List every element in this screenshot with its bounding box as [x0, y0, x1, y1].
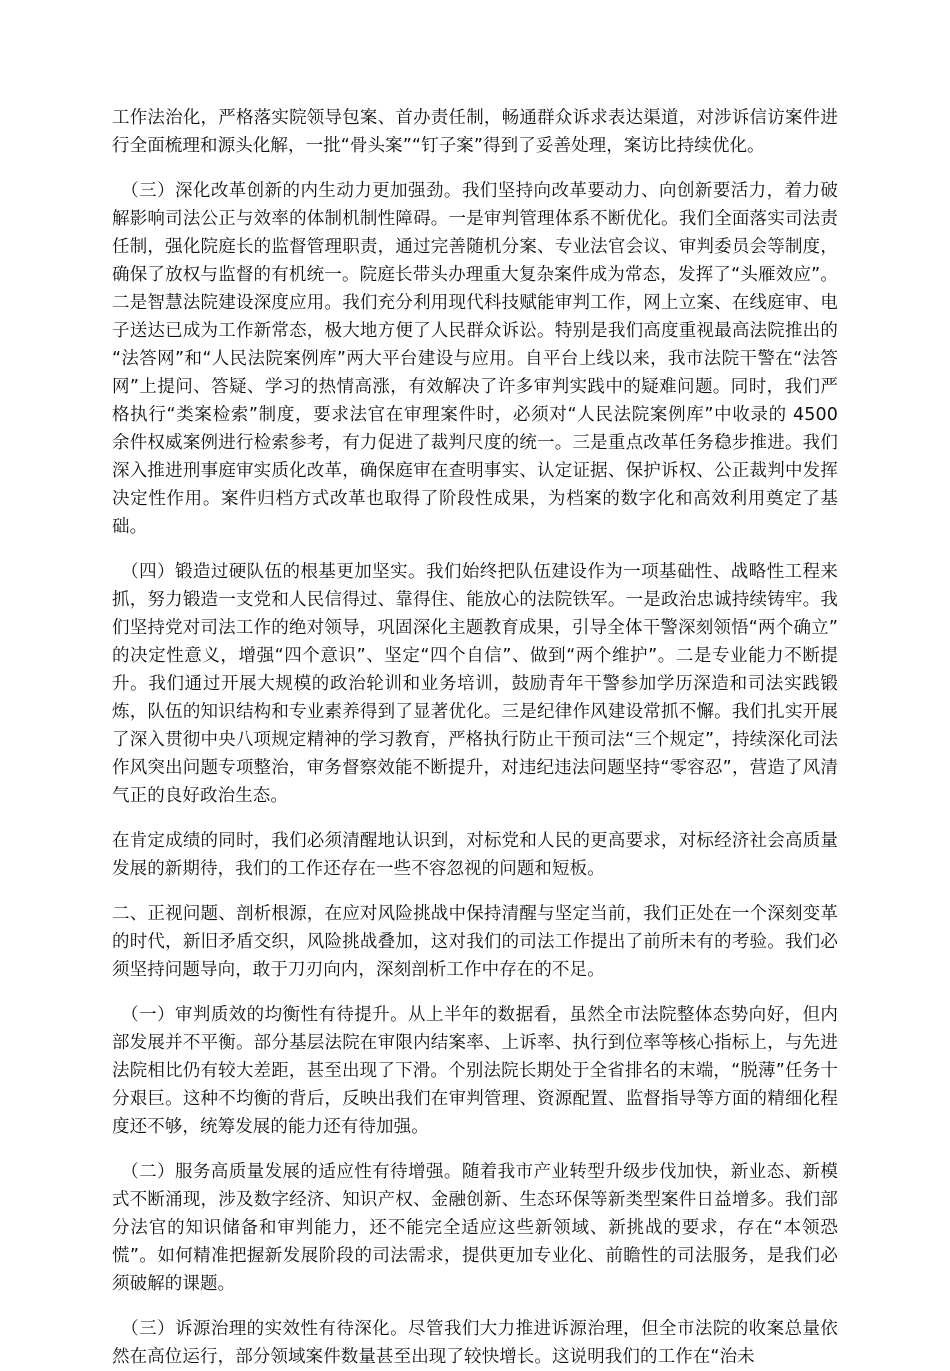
paragraph: （二）服务高质量发展的适应性有待增强。随着我市产业转型升级步伐加快，新业态、新模式不断涌现，涉及数字经济、知识产权、金融创新、生态环保等新类型案件日益增多。我们部分法官的知识储备和审判能力，还不能完全适应这些新领域、新挑战的要求，存在“本领恐慌”。如何精准把握新发展阶段的司法需求，提供更加专业化、前瞻性的司法服务，是我们必须破解的课题。	[112, 1162, 838, 1294]
document-body	[112, 104, 838, 1371]
paragraph: 在肯定成绩的同时，我们必须清醒地认识到，对标党和人民的更高要求，对标经济社会高质量发展的新期待，我们的工作还存在一些不容忽视的问题和短板。	[112, 831, 838, 879]
paragraph: （三）深化改革创新的内生动力更加强劲。我们坚持向改革要动力、向创新要活力，着力破解影响司法公正与效率的体制机制性障碍。一是审判管理体系不断优化。我们全面落实司法责任制，强化院庭长的监督管理职责，通过完善随机分案、专业法官会议、审判委员会等制度，确保了放权与监督的有机统一。院庭长带头办理重大复杂案件成为常态，发挥了“头雁效应”。二是智慧法院建设深度应用。我们充分利用现代科技赋能审判工作，网上立案、在线庭审、电子送达已成为工作新常态，极大地方便了人民群众诉讼。特别是我们高度重视最高法院推出的“法答网”和“人民法院案例库”两大平台建设与应用。自平台上线以来，我市法院干警在“法答网”上提问、答疑、学习的热情高涨，有效解决了许多审判实践中的疑难问题。同时，我们严格执行“类案检索”制度，要求法官在审理案件时，必须对“人民法院案例库”中收录的 4500 余件权威案例进行检索参考，有力促进了裁判尺度的统一。三是重点改革任务稳步推进。我们深入推进刑事庭审实质化改革，确保庭审在查明事实、认定证据、保护诉权、公正裁判中发挥决定性作用。案件归档方式改革也取得了阶段性成果，为档案的数字化和高效利用奠定了基础。	[112, 181, 838, 537]
paragraph: （三）诉源治理的实效性有待深化。尽管我们大力推进诉源治理，但全市法院的收案总量依然在高位运行，部分领域案件数量甚至出现了较快增长。这说明我们的工作在“治未	[112, 1319, 838, 1367]
paragraph: （一）审判质效的均衡性有待提升。从上半年的数据看，虽然全市法院整体态势向好，但内部发展并不平衡。部分基层法院在审限内结案率、上诉率、执行到位率等核心指标上，与先进法院相比仍有较大差距，甚至出现了下滑。个别法院长期处于全省排名的末端，“脱薄”任务十分艰巨。这种不均衡的背后，反映出我们在审判管理、资源配置、监督指导等方面的精细化程度还不够，统筹发展的能力还有待加强。	[112, 1005, 838, 1137]
paragraph: 二、正视问题、剖析根源，在应对风险挑战中保持清醒与坚定当前，我们正处在一个深刻变革的时代，新旧矛盾交织，风险挑战叠加，这对我们的司法工作提出了前所未有的考验。我们必须坚持问题导向，敢于刀刃向内，深刻剖析工作中存在的不足。	[112, 904, 838, 980]
paragraph: 工作法治化，严格落实院领导包案、首办责任制，畅通群众诉求表达渠道，对涉诉信访案件进行全面梳理和源头化解，一批“骨头案”“钉子案”得到了妥善处理，案访比持续优化。	[112, 108, 838, 156]
paragraph: （四）锻造过硬队伍的根基更加坚实。我们始终把队伍建设作为一项基础性、战略性工程来抓，努力锻造一支党和人民信得过、靠得住、能放心的法院铁军。一是政治忠诚持续铸牢。我们坚持党对司法工作的绝对领导，巩固深化主题教育成果，引导全体干警深刻领悟“两个确立”的决定性意义，增强“四个意识”、坚定“四个自信”、做到“两个维护”。二是专业能力不断提升。我们通过开展大规模的政治轮训和业务培训，鼓励青年干警参加学历深造和司法实践锻炼，队伍的知识结构和专业素养得到了显著优化。三是纪律作风建设常抓不懈。我们扎实开展了深入贯彻中央八项规定精神的学习教育，严格执行防止干预司法“三个规定”，持续深化司法作风突出问题专项整治，审务督察效能不断提升，对违纪违法问题坚持“零容忍”，营造了风清气正的良好政治生态。	[112, 562, 838, 806]
